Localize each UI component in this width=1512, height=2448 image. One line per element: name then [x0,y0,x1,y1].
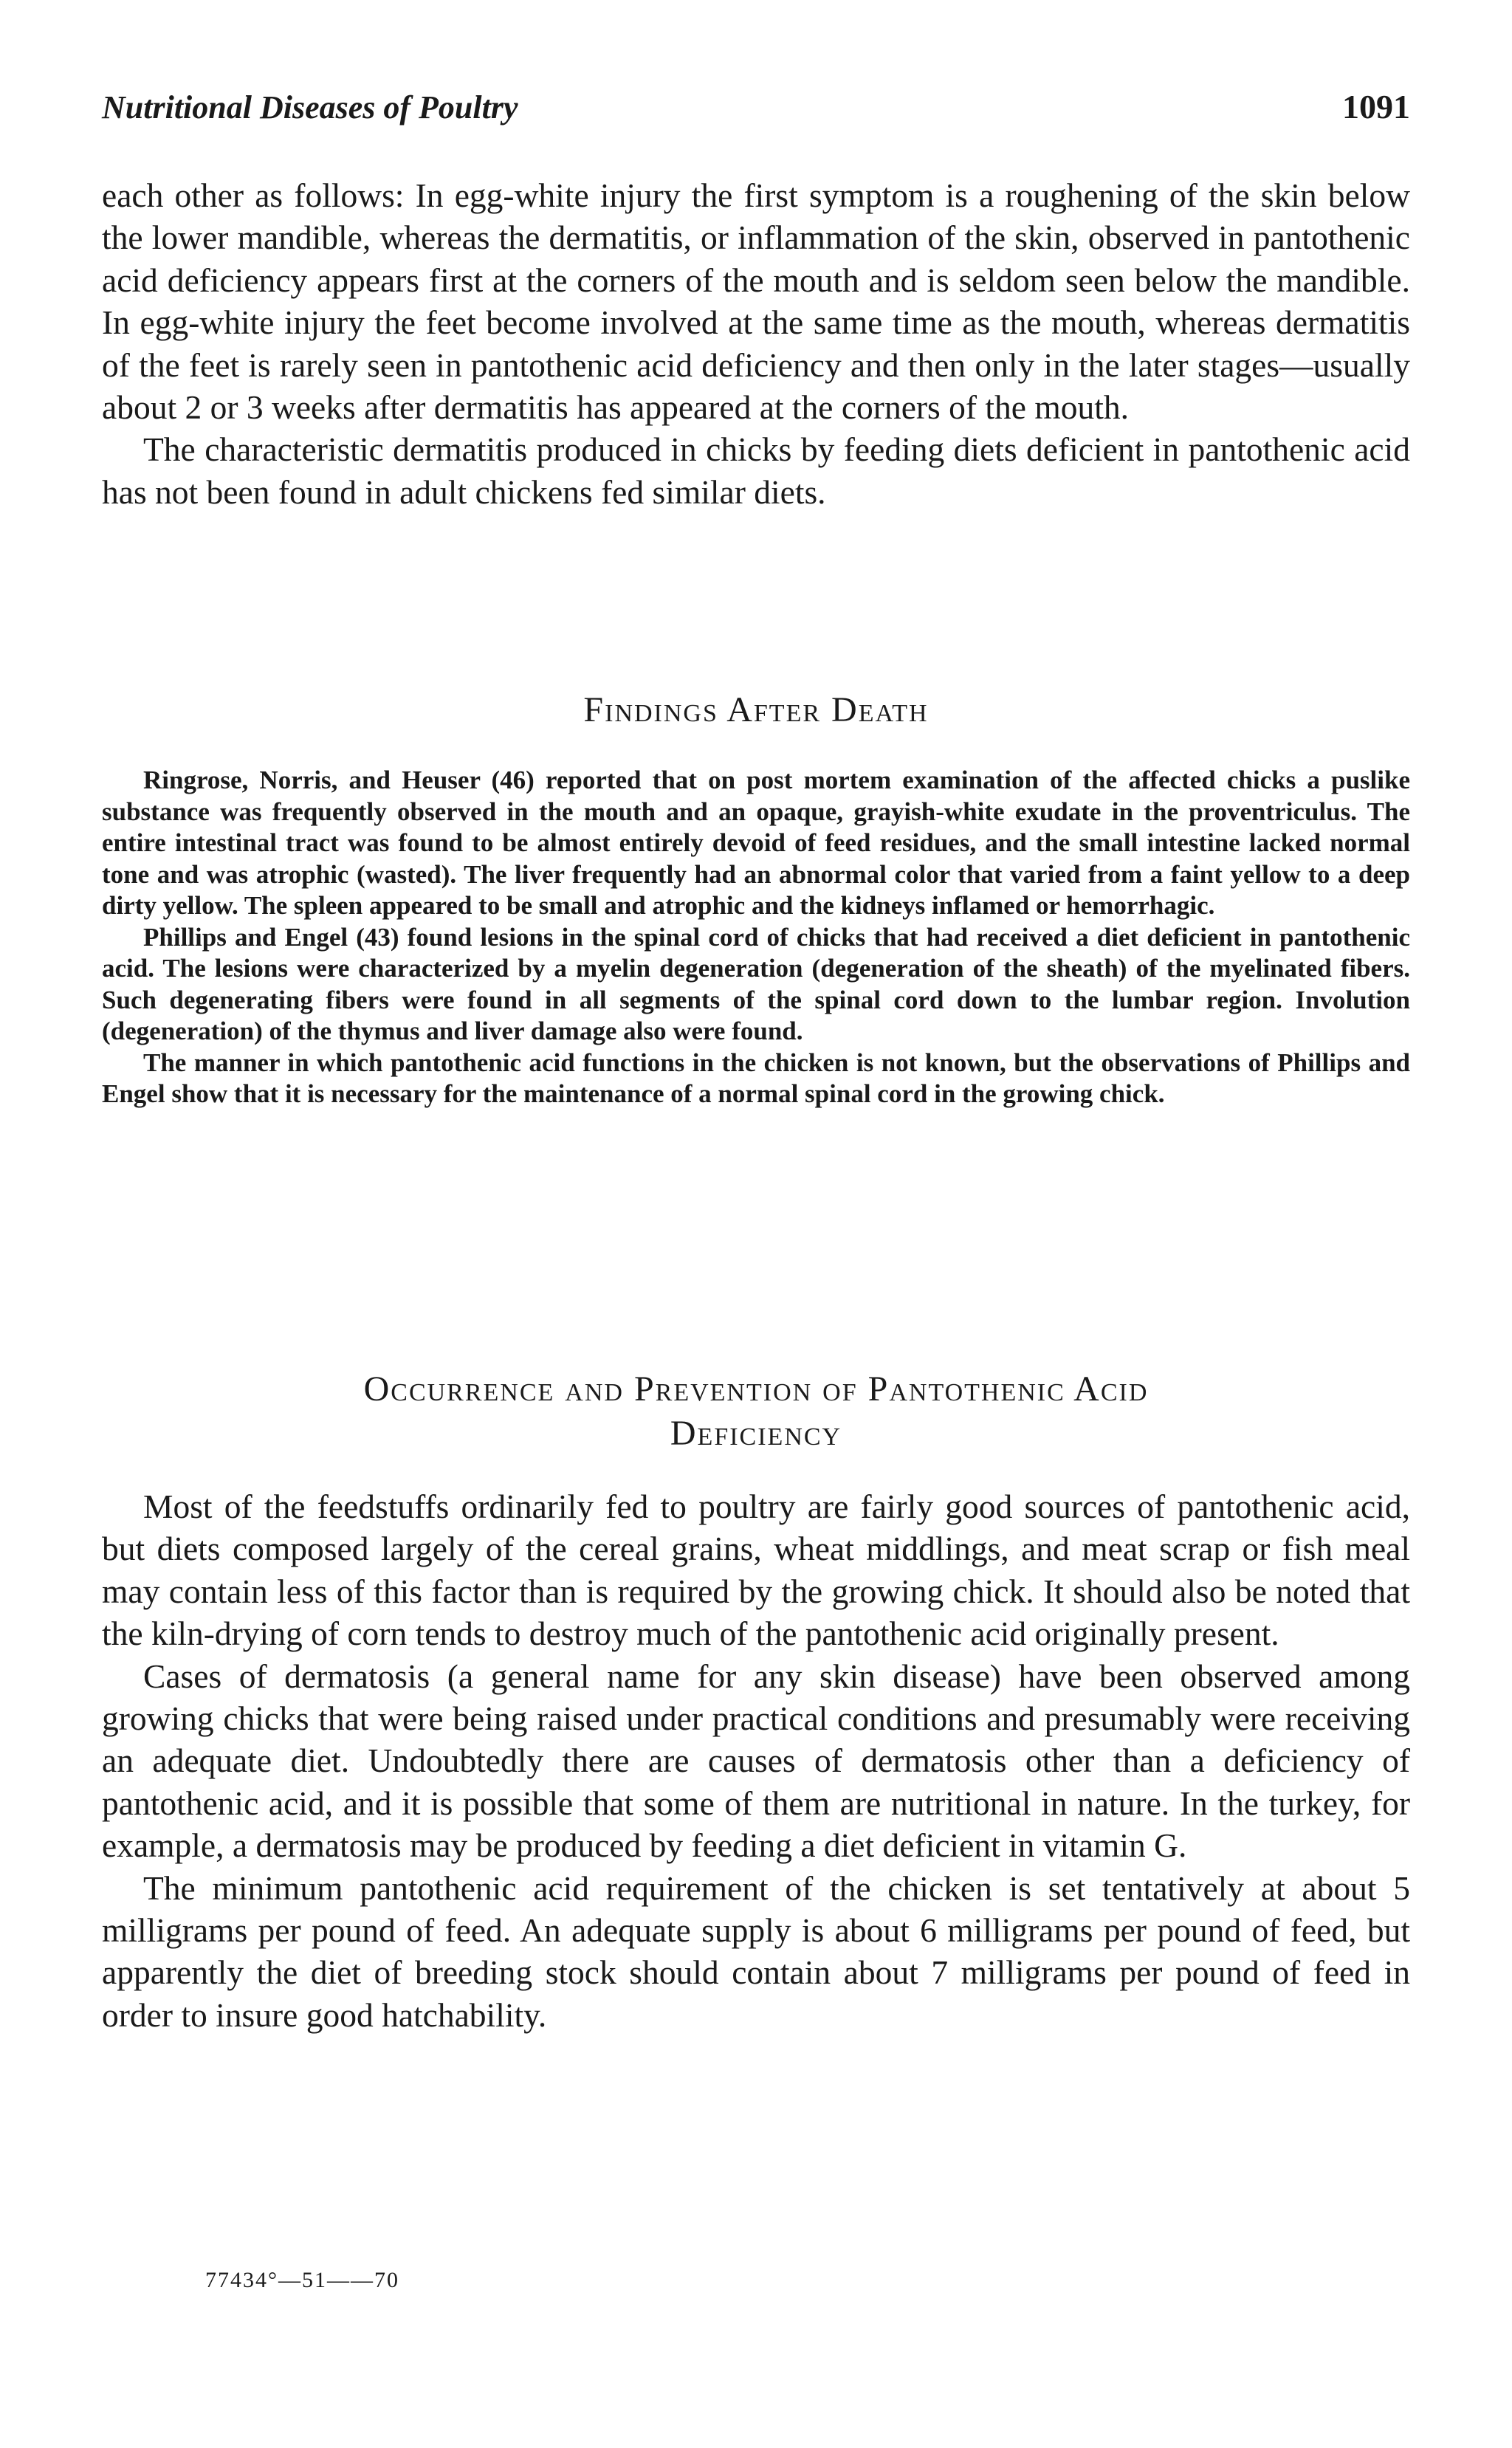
intro-section [102,174,1410,513]
section-heading-findings: Findings After Death [583,690,929,729]
paragraph: The characteristic dermatitis produced in chicks by feeding diets deficient in pantothenic acid has not been found in adult chickens fed similar diets. [102,430,1410,511]
print-code: 77434°—51——70 [205,2268,399,2292]
section-heading-occurrence [102,1367,1410,1456]
paragraph: Cases of dermatosis (a general name for any skin disease) have been observed among growing chicks that were being raised under practical conditions and presumably were receiving an adequate diet. Undoubtedly there are causes of dermatosis other than a deficiency of pantothenic acid, and it is possible that some of them are nutritional in nature. In the turkey, for example, a dermatosis may be produced by feeding a diet deficient in vitamin G. [102,1657,1410,1865]
occurrence-section [102,1485,1410,2036]
paragraph: Ringrose, Norris, and Heuser (46) reported that on post mortem examination of the affected chicks a puslike substance was frequently observed in the mouth and an opaque, grayish-white exudate in the proventriculus. The entire intestinal tract was found to be almost entirely devoid of feed residues, and the small intestine lacked normal tone and was atrophic (wasted). The liver frequently had an abnormal color that varied from a faint yellow to a deep dirty yellow. The spleen appeared to be small and atrophic and the kidneys inflamed or hemorrhagic. [102,766,1410,920]
running-title: Nutritional Diseases of Poultry [102,89,518,126]
paragraph: The manner in which pantothenic acid functions in the chicken is not known, but the observations of Phillips and Engel show that it is necessary for the maintenance of a normal spinal cord in the growing chick. [102,1048,1410,1108]
paragraph: Phillips and Engel (43) found lesions in the spinal cord of chicks that had received a diet deficient in pantothenic acid. The lesions were characterized by a myelin degeneration (degeneration of the sheath) of the myelinated fibers. Such degenerating fibers were found in all segments of the spinal cord down to the lumbar region. Involution (degeneration) of the thymus and liver damage also were found. [102,922,1410,1045]
heading-line: Deficiency [670,1414,842,1453]
paragraph: Most of the feedstuffs ordinarily fed to poultry are fairly good sources of pantothenic acid, but diets composed largely of the cereal grains, wheat middlings, and meat scrap or fish meal may contain less of this factor than is required by the growing chick. It should also be noted that the kiln-drying of corn tends to destroy much of the pantothenic acid originally present. [102,1488,1410,1653]
heading-line: Occurrence and Prevention of Pantothenic Acid [363,1369,1149,1409]
paragraph: The minimum pantothenic acid requirement of the chicken is set tentatively at about 5 milligrams per pound of feed. An adequate supply is about 6 milligrams per pound of feed, but apparently the diet of breeding stock should contain about 7 milligrams per pound of feed in order to insure good hatchability. [102,1868,1410,2034]
findings-section [102,765,1410,1110]
paragraph: each other as follows: In egg-white injury the first symptom is a roughening of the skin below the lower mandible, whereas the dermatitis, or inflammation of the skin, observed in pantothenic acid deficiency appears first at the corners of the mouth and is seldom seen below the mandible. In egg-white injury the feet become involved at the same time as the mouth, whereas dermatitis of the feet is rarely seen in pantothenic acid deficiency and then only in the later stages—usually about 2 or 3 weeks after dermatitis has appeared at the corners of the mouth. [102,176,1410,427]
running-header [102,87,1410,139]
page-number: 1091 [1342,88,1410,126]
